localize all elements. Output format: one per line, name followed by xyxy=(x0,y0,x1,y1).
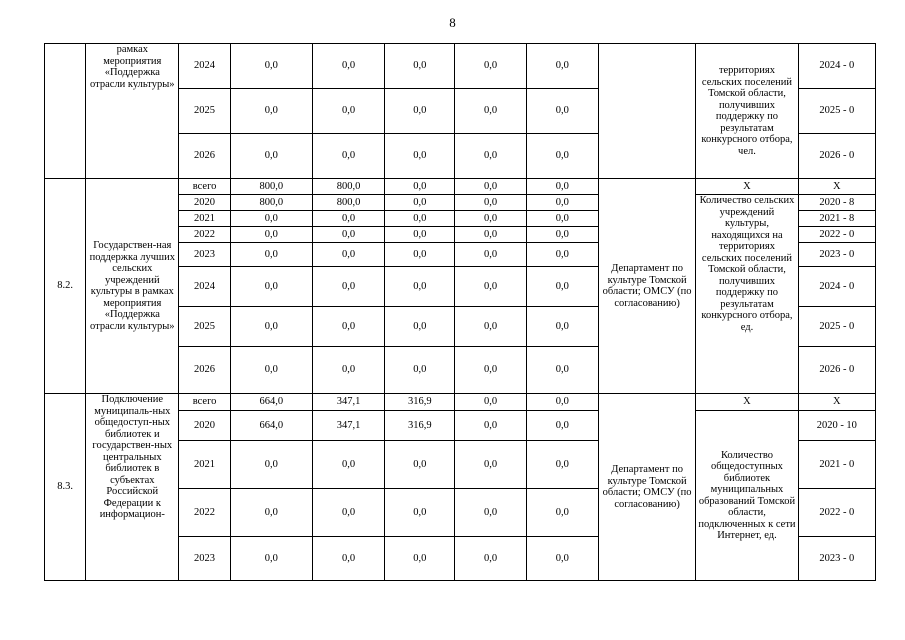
value-cell: 0,0 xyxy=(526,243,598,267)
value-cell: 0,0 xyxy=(455,89,526,134)
value-cell: 0,0 xyxy=(455,227,526,243)
value-cell: 0,0 xyxy=(312,441,384,489)
value-cell: 0,0 xyxy=(526,195,598,211)
year-cell: 2026 xyxy=(179,347,230,394)
value-cell: 0,0 xyxy=(526,537,598,581)
year-cell: 2025 xyxy=(179,89,230,134)
value-cell: 0,0 xyxy=(385,211,455,227)
value-cell: 0,0 xyxy=(526,441,598,489)
indicator-value-cell: X xyxy=(798,394,875,411)
value-cell: 347,1 xyxy=(312,394,384,411)
indicator-value-cell: 2022 - 0 xyxy=(798,489,875,537)
indicator-value-cell: 2021 - 8 xyxy=(798,211,875,227)
value-cell: 0,0 xyxy=(230,134,312,179)
value-cell: 0,0 xyxy=(385,489,455,537)
value-cell: 0,0 xyxy=(526,489,598,537)
executor-cell: Департамент по культуре Томской области; ОМСУ (по согласованию) xyxy=(598,179,695,394)
value-cell: 0,0 xyxy=(455,44,526,89)
value-cell: 0,0 xyxy=(230,227,312,243)
value-cell: 0,0 xyxy=(455,537,526,581)
value-cell: 800,0 xyxy=(230,195,312,211)
indicator-value-cell: 2025 - 0 xyxy=(798,307,875,347)
indicator-name-cell: X xyxy=(696,394,798,411)
value-cell: 0,0 xyxy=(526,227,598,243)
value-cell: 0,0 xyxy=(526,211,598,227)
value-cell: 0,0 xyxy=(385,307,455,347)
value-cell: 0,0 xyxy=(526,394,598,411)
value-cell: 347,1 xyxy=(312,411,384,441)
value-cell: 0,0 xyxy=(455,211,526,227)
indicator-value-cell: 2026 - 0 xyxy=(798,134,875,179)
value-cell: 0,0 xyxy=(230,89,312,134)
value-cell: 0,0 xyxy=(230,441,312,489)
year-cell: всего xyxy=(179,179,230,195)
measure-name-cell: Государствен-ная поддержка лучших сельских учреждений культуры в рамках мероприятия «Поддержка отрасли культуры» xyxy=(86,179,179,394)
value-cell: 664,0 xyxy=(230,394,312,411)
value-cell: 664,0 xyxy=(230,411,312,441)
value-cell: 0,0 xyxy=(230,537,312,581)
table-row xyxy=(45,394,876,411)
value-cell: 0,0 xyxy=(385,347,455,394)
value-cell: 0,0 xyxy=(312,227,384,243)
value-cell: 0,0 xyxy=(455,307,526,347)
value-cell: 0,0 xyxy=(455,347,526,394)
executor-cell xyxy=(598,44,695,179)
value-cell: 0,0 xyxy=(455,441,526,489)
indicator-value-cell: 2024 - 0 xyxy=(798,267,875,307)
year-cell: 2025 xyxy=(179,307,230,347)
row-number-cell: 8.3. xyxy=(45,394,86,581)
value-cell: 0,0 xyxy=(312,347,384,394)
value-cell: 0,0 xyxy=(312,89,384,134)
value-cell: 0,0 xyxy=(312,44,384,89)
value-cell: 0,0 xyxy=(230,267,312,307)
value-cell: 800,0 xyxy=(312,195,384,211)
value-cell: 0,0 xyxy=(230,307,312,347)
value-cell: 0,0 xyxy=(312,243,384,267)
year-cell: 2022 xyxy=(179,227,230,243)
table-row xyxy=(45,44,876,89)
indicator-value-cell: 2020 - 8 xyxy=(798,195,875,211)
value-cell: 0,0 xyxy=(385,537,455,581)
value-cell: 0,0 xyxy=(455,243,526,267)
indicator-value-cell: 2026 - 0 xyxy=(798,347,875,394)
indicator-value-cell: 2025 - 0 xyxy=(798,89,875,134)
year-cell: 2023 xyxy=(179,537,230,581)
indicator-name-cell: Количество сельских учреждений культуры, находящихся на территориях сельских поселений Томской области, получивших поддержку по результатам конкурсного отбора, ед. xyxy=(696,195,798,394)
indicator-name-cell: Количество общедоступных библиотек муниципальных образований Томской области, подключенных к сети Интернет, ед. xyxy=(696,411,798,581)
value-cell: 0,0 xyxy=(312,134,384,179)
page-number: 8 xyxy=(449,15,456,30)
value-cell: 0,0 xyxy=(385,195,455,211)
indicator-value-cell: 2024 - 0 xyxy=(798,44,875,89)
table-row xyxy=(45,179,876,195)
indicator-value-cell: X xyxy=(798,179,875,195)
value-cell: 0,0 xyxy=(385,44,455,89)
value-cell: 0,0 xyxy=(455,179,526,195)
value-cell: 0,0 xyxy=(385,134,455,179)
value-cell: 0,0 xyxy=(385,89,455,134)
year-cell: 2022 xyxy=(179,489,230,537)
indicator-value-cell: 2022 - 0 xyxy=(798,227,875,243)
program-table xyxy=(44,43,876,581)
value-cell: 0,0 xyxy=(526,267,598,307)
value-cell: 0,0 xyxy=(312,211,384,227)
value-cell: 0,0 xyxy=(455,411,526,441)
year-cell: 2021 xyxy=(179,441,230,489)
executor-cell: Департамент по культуре Томской области; ОМСУ (по согласованию) xyxy=(598,394,695,581)
value-cell: 800,0 xyxy=(230,179,312,195)
row-number-cell xyxy=(45,44,86,179)
year-cell: 2021 xyxy=(179,211,230,227)
value-cell: 0,0 xyxy=(385,227,455,243)
value-cell: 0,0 xyxy=(385,243,455,267)
year-cell: 2020 xyxy=(179,411,230,441)
value-cell: 0,0 xyxy=(455,489,526,537)
value-cell: 0,0 xyxy=(385,267,455,307)
value-cell: 316,9 xyxy=(385,411,455,441)
value-cell: 0,0 xyxy=(526,89,598,134)
indicator-name-cell: территориях сельских поселений Томской области, получивших поддержку по результатам конкурсного отбора, чел. xyxy=(696,44,798,179)
year-cell: 2026 xyxy=(179,134,230,179)
year-cell: 2020 xyxy=(179,195,230,211)
value-cell: 0,0 xyxy=(526,347,598,394)
row-number-cell: 8.2. xyxy=(45,179,86,394)
indicator-value-cell: 2020 - 10 xyxy=(798,411,875,441)
value-cell: 0,0 xyxy=(526,44,598,89)
value-cell: 0,0 xyxy=(455,195,526,211)
value-cell: 0,0 xyxy=(312,489,384,537)
year-cell: 2024 xyxy=(179,267,230,307)
value-cell: 0,0 xyxy=(312,307,384,347)
value-cell: 0,0 xyxy=(230,211,312,227)
value-cell: 0,0 xyxy=(230,489,312,537)
value-cell: 0,0 xyxy=(526,179,598,195)
value-cell: 0,0 xyxy=(455,394,526,411)
value-cell: 0,0 xyxy=(526,134,598,179)
indicator-value-cell: 2021 - 0 xyxy=(798,441,875,489)
value-cell: 316,9 xyxy=(385,394,455,411)
measure-name-cell: Подключение муниципаль-ных общедоступ-ных библиотек и государствен-ных центральных библиотек в субъектах Российской Федерации к информацион- xyxy=(86,394,179,581)
year-cell: всего xyxy=(179,394,230,411)
value-cell: 0,0 xyxy=(230,44,312,89)
value-cell: 0,0 xyxy=(230,347,312,394)
year-cell: 2023 xyxy=(179,243,230,267)
value-cell: 0,0 xyxy=(385,441,455,489)
value-cell: 0,0 xyxy=(526,307,598,347)
indicator-name-cell: X xyxy=(696,179,798,195)
value-cell: 0,0 xyxy=(312,537,384,581)
measure-name-cell: рамках мероприятия «Поддержка отрасли культуры» xyxy=(86,44,179,179)
value-cell: 0,0 xyxy=(526,411,598,441)
indicator-value-cell: 2023 - 0 xyxy=(798,243,875,267)
value-cell: 0,0 xyxy=(230,243,312,267)
value-cell: 0,0 xyxy=(455,267,526,307)
value-cell: 0,0 xyxy=(455,134,526,179)
indicator-value-cell: 2023 - 0 xyxy=(798,537,875,581)
year-cell: 2024 xyxy=(179,44,230,89)
value-cell: 0,0 xyxy=(312,267,384,307)
value-cell: 800,0 xyxy=(312,179,384,195)
value-cell: 0,0 xyxy=(385,179,455,195)
